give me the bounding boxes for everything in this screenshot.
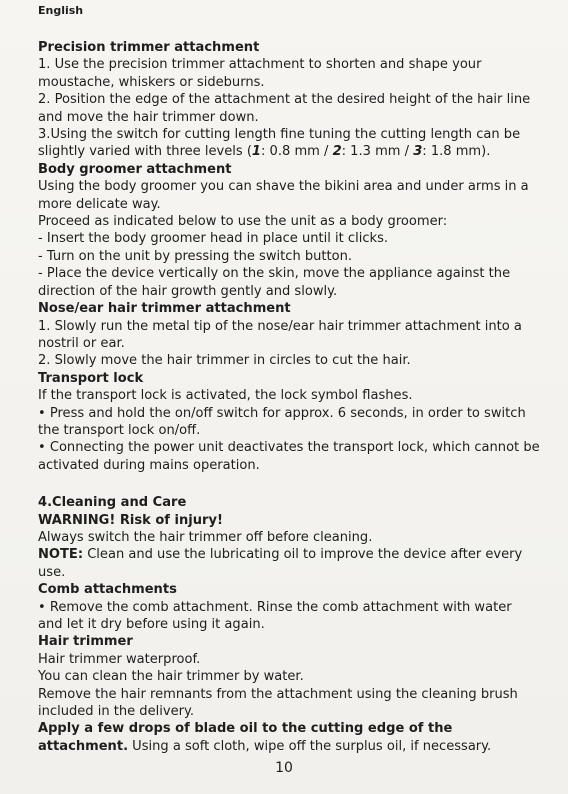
hair-trimmer-line-2: You can clean the hair trimmer by water. xyxy=(38,669,304,685)
level-1: 1 xyxy=(251,144,261,160)
transport-lock-bullet-1: • Press and hold the on/off switch for approx. 6 seconds, in order to switch the transport lock on/off. xyxy=(38,405,526,438)
body-groomer-proceed: Proceed as indicated below to use the unit as a body groomer: xyxy=(38,214,448,230)
manual-content xyxy=(38,39,540,755)
level-3-value: : 1.8 mm). xyxy=(422,144,491,160)
comb-heading: Comb attachments xyxy=(38,582,177,598)
precision-step-1: 1. Use the precision trimmer attachment to shorten and shape your moustache, whiskers or sideburns. xyxy=(38,57,482,90)
nose-ear-step-2: 2. Slowly move the hair trimmer in circles to cut the hair. xyxy=(38,353,411,369)
hair-trimmer-heading: Hair trimmer xyxy=(38,634,133,650)
precision-step-2: 2. Position the edge of the attachment at the desired height of the hair line and move the hair trimmer down. xyxy=(38,92,531,125)
body-groomer-item: - Turn on the unit by pressing the switch button. xyxy=(38,248,353,264)
page-number: 10 xyxy=(275,760,293,776)
language-label: English xyxy=(38,4,84,17)
nose-ear-step-1: 1. Slowly run the metal tip of the nose/ear hair trimmer attachment into a nostril or ear. xyxy=(38,318,522,351)
body-groomer-item: - Insert the body groomer head in place until it clicks. xyxy=(38,231,389,247)
cleaning-heading: 4.Cleaning and Care xyxy=(38,495,187,511)
precision-heading: Precision trimmer attachment xyxy=(38,40,260,55)
transport-lock-heading: Transport lock xyxy=(38,370,144,386)
level-3: 3 xyxy=(413,144,423,160)
note-text: Clean and use the lubricating oil to improve the device after every use. xyxy=(38,547,523,580)
comb-bullet: • Remove the comb attachment. Rinse the comb attachment with water and let it dry before using it again. xyxy=(38,599,512,632)
always-switch-off: Always switch the hair trimmer off before cleaning. xyxy=(38,529,373,545)
hair-trimmer-line-3: Remove the hair remnants from the attachment using the cleaning brush included in the delivery. xyxy=(38,686,518,720)
oil-text: Using a soft cloth, wipe off the surplus oil, if necessary. xyxy=(128,738,492,754)
precision-step-3 xyxy=(38,126,540,161)
level-2-value: : 1.3 mm / xyxy=(341,144,414,160)
oil-paragraph xyxy=(38,720,540,755)
level-1-value: : 0.8 mm / xyxy=(261,144,333,160)
hair-trimmer-line-1: Hair trimmer waterproof. xyxy=(38,651,201,667)
oil-instruction: Apply a few drops of blade oil to the cutting edge of the attachment. xyxy=(38,721,453,754)
body-groomer-heading: Body groomer attachment xyxy=(38,161,232,177)
body-groomer-intro: Using the body groomer you can shave the bikini area and under arms in a more delicate way. xyxy=(38,179,529,212)
section-spacer xyxy=(38,474,540,494)
nose-ear-heading: Nose/ear hair trimmer attachment xyxy=(38,301,291,317)
step3-text: 3.Using the switch for cutting length fine tuning the cutting length can be slightly varied with three levels ( xyxy=(38,127,521,160)
warning-heading: WARNING! Risk of injury! xyxy=(38,512,223,528)
transport-lock-bullet-2: • Connecting the power unit deactivates the transport lock, which cannot be activated during mains operation. xyxy=(38,440,540,473)
transport-lock-intro: If the transport lock is activated, the lock symbol flashes. xyxy=(38,388,413,404)
note-paragraph xyxy=(38,546,540,581)
body-groomer-item: - Place the device vertically on the skin, move the appliance against the direction of the hair growth gently and slowly. xyxy=(38,266,511,299)
note-label: NOTE: xyxy=(38,547,84,563)
level-2: 2 xyxy=(332,144,342,160)
